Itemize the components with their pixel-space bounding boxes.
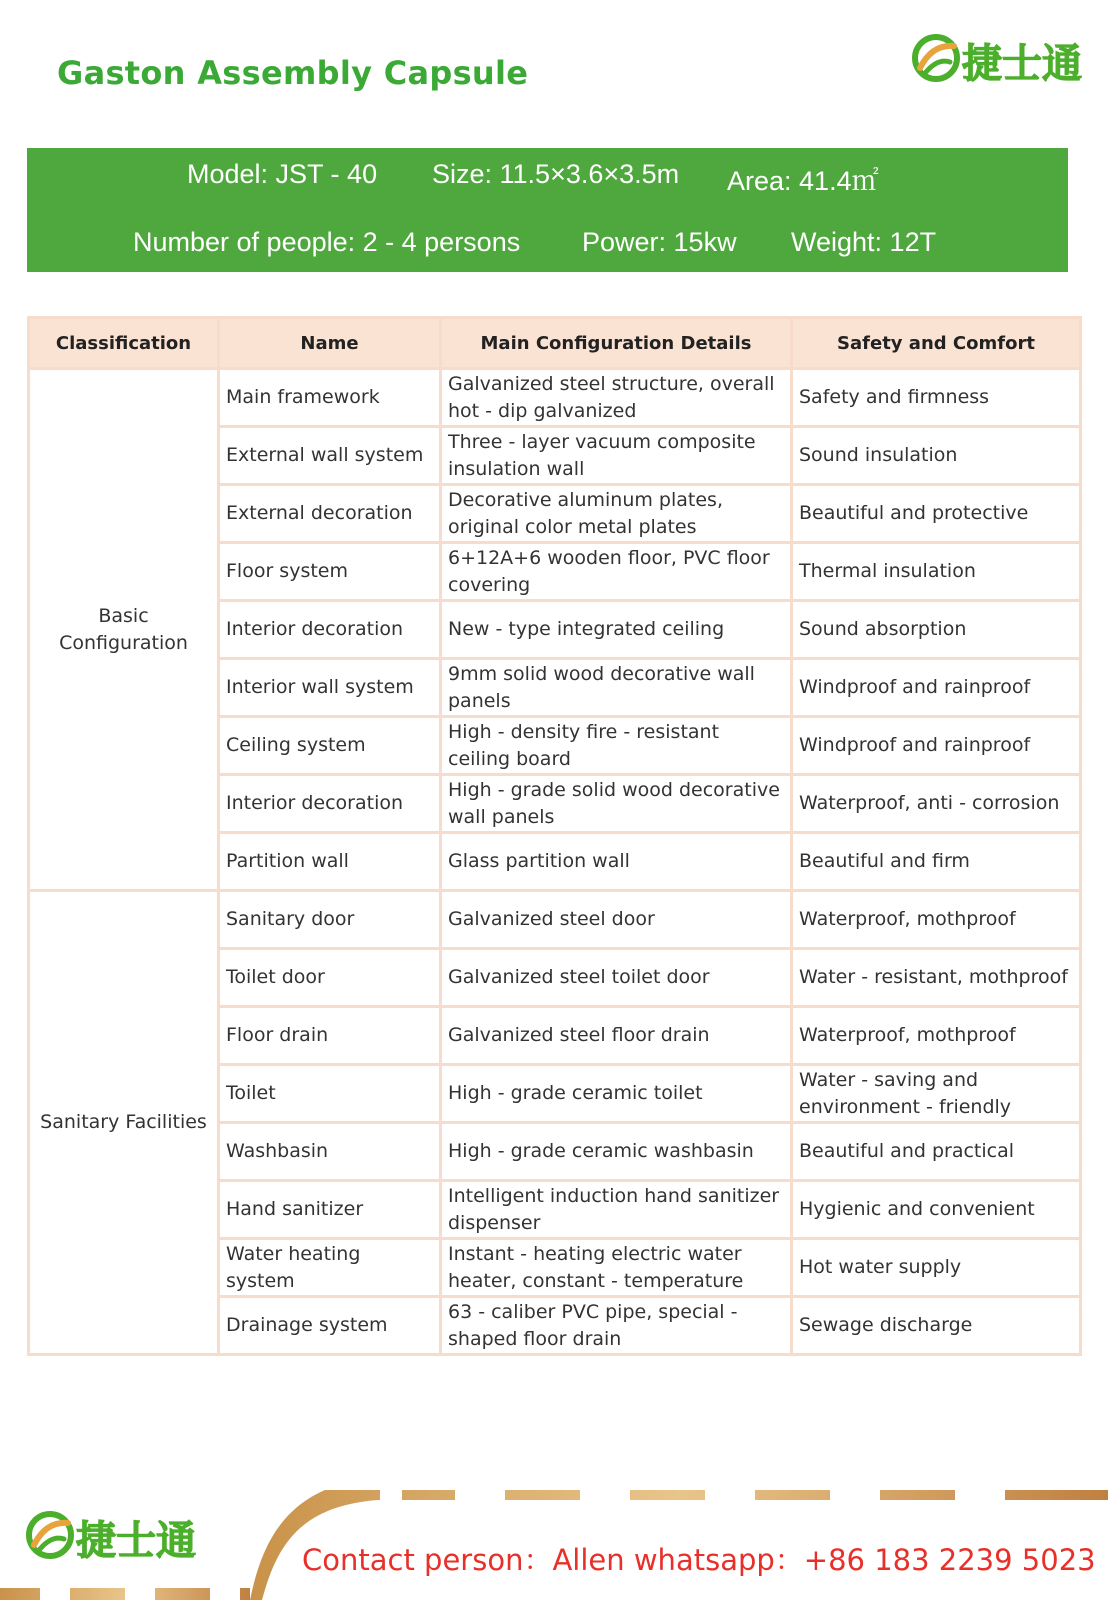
details-cell: Instant - heating electric water heater, constant - temperature <box>441 1239 792 1297</box>
name-cell: Toilet door <box>219 949 441 1007</box>
safety-cell: Beautiful and firm <box>792 833 1081 891</box>
name-cell: Washbasin <box>219 1123 441 1181</box>
safety-cell: Water - resistant, mothproof <box>792 949 1081 1007</box>
safety-cell: Sewage discharge <box>792 1297 1081 1355</box>
spec-weight: Weight: 12T <box>791 227 937 257</box>
safety-cell: Beautiful and protective <box>792 485 1081 543</box>
table-row <box>29 891 1081 949</box>
details-cell: Glass partition wall <box>441 833 792 891</box>
safety-cell: Thermal insulation <box>792 543 1081 601</box>
footer-logo <box>24 1505 194 1569</box>
spec-area: Area: 41.4㎡ <box>727 166 879 196</box>
name-cell: External decoration <box>219 485 441 543</box>
details-cell: High - grade solid wood decorative wall panels <box>441 775 792 833</box>
header-safety: Safety and Comfort <box>792 318 1081 369</box>
header-details: Main Configuration Details <box>441 318 792 369</box>
safety-cell: Hygienic and convenient <box>792 1181 1081 1239</box>
spec-banner <box>27 148 1068 272</box>
details-cell: Galvanized steel structure, overall hot - dip galvanized <box>441 369 792 427</box>
name-cell: Ceiling system <box>219 717 441 775</box>
safety-cell: Waterproof, mothproof <box>792 1007 1081 1065</box>
table-header-row <box>29 318 1081 369</box>
name-cell: Main framework <box>219 369 441 427</box>
name-cell: Partition wall <box>219 833 441 891</box>
safety-cell: Beautiful and practical <box>792 1123 1081 1181</box>
details-cell: 6+12A+6 wooden floor, PVC floor covering <box>441 543 792 601</box>
name-cell: Hand sanitizer <box>219 1181 441 1239</box>
details-cell: 9mm solid wood decorative wall panels <box>441 659 792 717</box>
name-cell: External wall system <box>219 427 441 485</box>
page-title: Gaston Assembly Capsule <box>57 54 529 92</box>
details-cell: Galvanized steel floor drain <box>441 1007 792 1065</box>
logo-text: 捷士通 <box>962 41 1082 87</box>
name-cell: Interior decoration <box>219 601 441 659</box>
details-cell: 63 - caliber PVC pipe, special - shaped floor drain <box>441 1297 792 1355</box>
name-cell: Interior wall system <box>219 659 441 717</box>
name-cell: Floor system <box>219 543 441 601</box>
details-cell: Decorative aluminum plates, original color metal plates <box>441 485 792 543</box>
safety-cell: Hot water supply <box>792 1239 1081 1297</box>
spec-people: Number of people: 2 - 4 persons <box>133 227 521 257</box>
safety-cell: Waterproof, mothproof <box>792 891 1081 949</box>
company-logo <box>910 28 1080 92</box>
name-cell: Sanitary door <box>219 891 441 949</box>
leaf-logo-icon <box>910 32 962 84</box>
classification-cell: Sanitary Facilities <box>29 891 219 1355</box>
details-cell: New - type integrated ceiling <box>441 601 792 659</box>
spec-size: Size: 11.5×3.6×3.5m <box>432 159 680 189</box>
details-cell: Intelligent induction hand sanitizer dispenser <box>441 1181 792 1239</box>
safety-cell: Windproof and rainproof <box>792 717 1081 775</box>
details-cell: High - density fire - resistant ceiling board <box>441 717 792 775</box>
details-cell: Three - layer vacuum composite insulation wall <box>441 427 792 485</box>
safety-cell: Safety and firmness <box>792 369 1081 427</box>
name-cell: Drainage system <box>219 1297 441 1355</box>
table-body <box>29 369 1081 1355</box>
header-classification: Classification <box>29 318 219 369</box>
safety-cell: Waterproof, anti - corrosion <box>792 775 1081 833</box>
safety-cell: Water - saving and environment - friendly <box>792 1065 1081 1123</box>
safety-cell: Windproof and rainproof <box>792 659 1081 717</box>
name-cell: Water heating system <box>219 1239 441 1297</box>
classification-cell: Basic Configuration <box>29 369 219 891</box>
logo-text: 捷士通 <box>76 1518 196 1564</box>
header-name: Name <box>219 318 441 369</box>
spec-model: Model: JST - 40 <box>187 159 378 189</box>
contact-info: Contact person：Allen whatsapp：+86 183 2239 5023 <box>302 1543 1096 1577</box>
safety-cell: Sound insulation <box>792 427 1081 485</box>
safety-cell: Sound absorption <box>792 601 1081 659</box>
leaf-logo-icon <box>24 1509 76 1561</box>
details-cell: High - grade ceramic toilet <box>441 1065 792 1123</box>
details-cell: Galvanized steel door <box>441 891 792 949</box>
name-cell: Toilet <box>219 1065 441 1123</box>
spec-power: Power: 15kw <box>582 227 737 257</box>
name-cell: Floor drain <box>219 1007 441 1065</box>
configuration-table <box>27 316 1082 1356</box>
details-cell: Galvanized steel toilet door <box>441 949 792 1007</box>
details-cell: High - grade ceramic washbasin <box>441 1123 792 1181</box>
table-row <box>29 369 1081 427</box>
name-cell: Interior decoration <box>219 775 441 833</box>
